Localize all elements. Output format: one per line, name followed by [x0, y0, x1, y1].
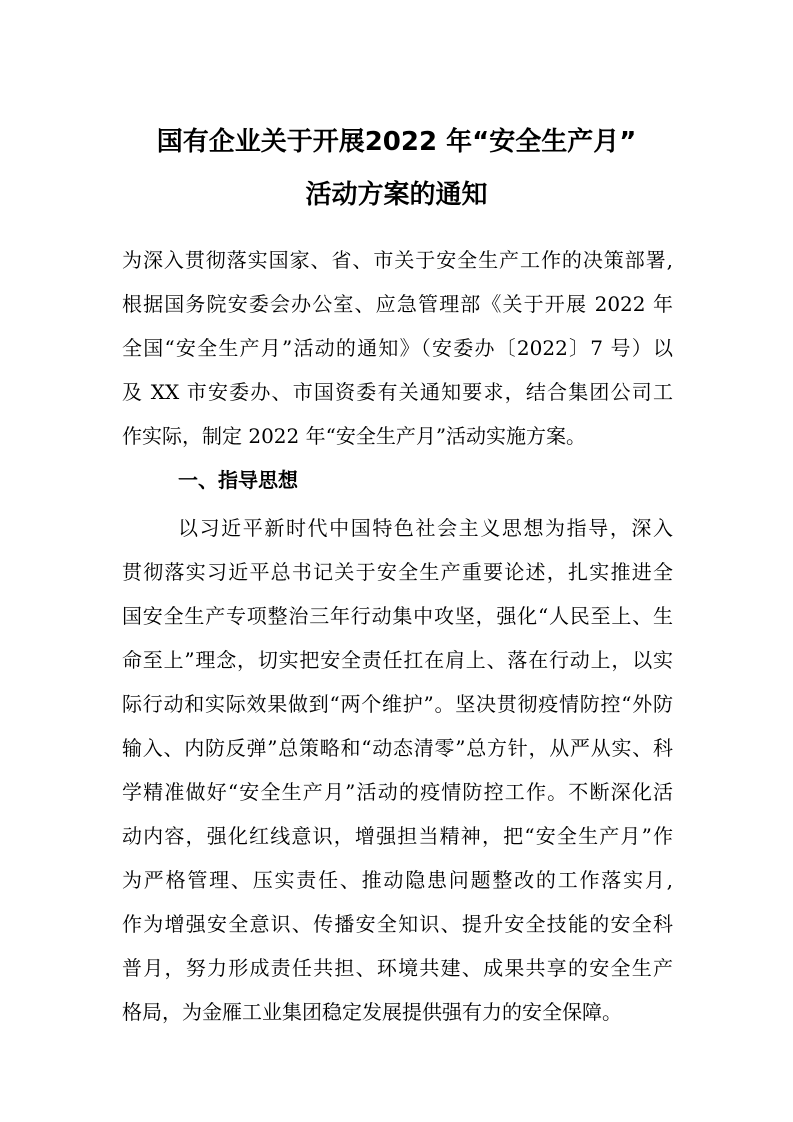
section-paragraph-line: 以习近平新时代中国特色社会主义思想为指导，深入 — [178, 516, 673, 540]
intro-paragraph-line: 及 XX 市安委办、市国资委有关通知要求，结合集团公司工 — [122, 380, 673, 404]
section-paragraph-line: 国安全生产专项整治三年行动集中攻坚，强化“人民至上、生 — [122, 604, 673, 628]
section-paragraph-line: 动内容，强化红线意识，增强担当精神，把“安全生产月”作 — [122, 824, 673, 848]
document-title-line-1: 国有企业关于开展2022 年“安全生产月” — [156, 127, 637, 157]
section-paragraph-line: 命至上”理念，切实把安全责任扛在肩上、落在行动上，以实 — [122, 648, 673, 672]
intro-paragraph-line: 根据国务院安委会办公室、应急管理部《关于开展 2022 年 — [122, 292, 673, 316]
section-paragraph-line: 学精准做好“安全生产月”活动的疫情防控工作。不断深化活 — [122, 780, 673, 804]
section-heading-guiding-ideology: 一、指导思想 — [178, 468, 298, 492]
intro-paragraph-line: 作实际，制定 2022 年“安全生产月”活动实施方案。 — [122, 424, 587, 448]
intro-paragraph-line: 为深入贯彻落实国家、省、市关于安全生产工作的决策部署, — [122, 248, 673, 272]
section-paragraph-line: 普月，努力形成责任共担、环境共建、成果共享的安全生产 — [122, 956, 673, 980]
intro-paragraph-line: 全国“安全生产月”活动的通知》（安委办〔2022〕7 号）以 — [122, 336, 673, 360]
section-paragraph-line: 输入、内防反弹”总策略和“动态清零”总方针，从严从实、科 — [122, 736, 673, 760]
section-paragraph-line: 格局，为金雁工业集团稳定发展提供强有力的安全保障。 — [122, 1000, 622, 1024]
section-paragraph-line: 际行动和实际效果做到“两个维护”。坚决贯彻疫情防控“外防 — [122, 692, 673, 716]
document-title-line-2: 活动方案的通知 — [305, 180, 488, 210]
section-paragraph-line: 贯彻落实习近平总书记关于安全生产重要论述，扎实推进全 — [122, 560, 673, 584]
section-paragraph-line: 为严格管理、压实责任、推动隐患问题整改的工作落实月, — [122, 868, 673, 892]
section-paragraph-line: 作为增强安全意识、传播安全知识、提升安全技能的安全科 — [122, 912, 673, 936]
